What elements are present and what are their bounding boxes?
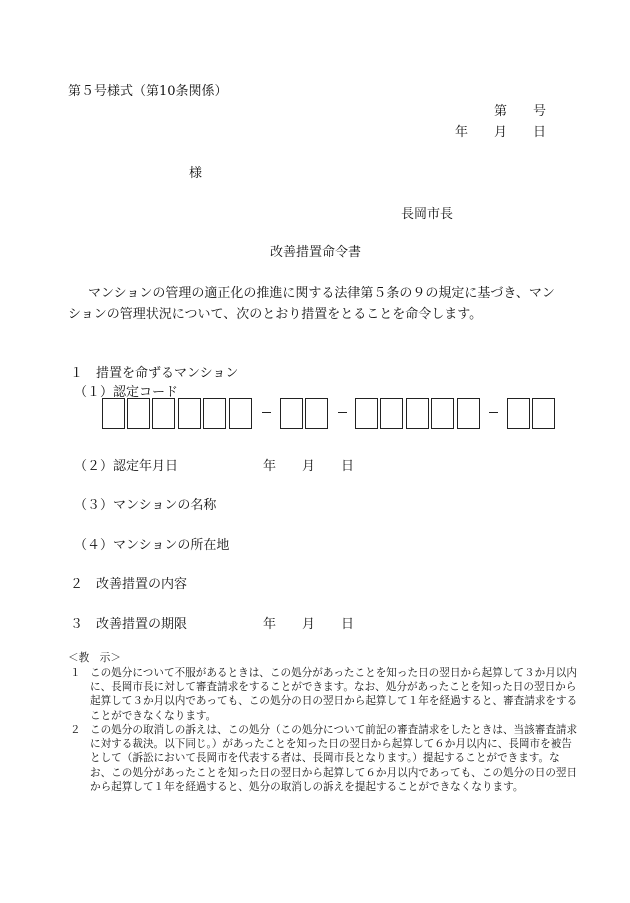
issuer: 長岡市長 bbox=[401, 207, 454, 222]
issue-date: 年 月 日 bbox=[455, 125, 547, 140]
code-box bbox=[102, 398, 125, 429]
notice-item-2-text: この処分の取消しの訴えは、この処分（この処分について前記の審査請求をしたときは、当該審査請求に対する裁決。以下同じ。）があったことを知った日の翌日から起算して６か月以内に、長岡市を被告として（訴訟において長岡市を代表する者は、長岡市長となります。）提起することができます。なお、この処分があったことを知った日の翌日から起算して６か月以内であっても、この処分の日の翌日から起算して１年を経過すると、処分の取消しの訴えを提起することができなくなります。 bbox=[90, 724, 578, 793]
section-1-heading: １ 措置を命ずるマンション bbox=[70, 366, 239, 381]
document-number: 第 号 bbox=[494, 104, 547, 119]
code-box bbox=[532, 398, 555, 429]
code-box bbox=[431, 398, 454, 429]
notice-item-1-text: この処分について不服があるときは、この処分があったことを知った日の翌日から起算して３か月以内に、長岡市長に対して審査請求をすることができます。なお、処分があったことを知った日の翌日から起算して３か月以内であっても、この処分の日の翌日から起算して１年を経過すると、審査請求をすることができなくなります。 bbox=[90, 667, 578, 722]
notice-heading: ＜教 示＞ bbox=[68, 652, 121, 664]
code-box bbox=[178, 398, 201, 429]
code-separator bbox=[489, 412, 498, 413]
code-box bbox=[229, 398, 252, 429]
body-line-2: ションの管理状況について、次のとおり措置をとることを命令します。 bbox=[68, 307, 483, 322]
form-label: 第５号様式（第10条関係） bbox=[68, 84, 228, 99]
recipient-suffix: 様 bbox=[189, 166, 203, 181]
code-box bbox=[507, 398, 530, 429]
mansion-address-label: （４）マンションの所在地 bbox=[74, 538, 230, 553]
body-line-1: マンションの管理の適正化の推進に関する法律第５条の９の規定に基づき、マン bbox=[88, 286, 555, 301]
code-box bbox=[305, 398, 328, 429]
certification-date: 年 月 日 bbox=[263, 459, 355, 474]
notice-item-2-number: ２ bbox=[70, 724, 81, 736]
code-separator bbox=[338, 412, 347, 413]
code-separator bbox=[262, 412, 271, 413]
code-box bbox=[152, 398, 175, 429]
code-box bbox=[355, 398, 378, 429]
code-box bbox=[380, 398, 403, 429]
document-title: 改善措置命令書 bbox=[270, 245, 362, 260]
mansion-name-label: （３）マンションの名称 bbox=[74, 498, 217, 513]
section-2-heading: ２ 改善措置の内容 bbox=[70, 577, 188, 592]
certification-code-label: （１）認定コード bbox=[74, 385, 179, 400]
code-box bbox=[457, 398, 480, 429]
code-box bbox=[406, 398, 429, 429]
deadline-date: 年 月 日 bbox=[263, 617, 355, 632]
section-3-heading: ３ 改善措置の期限 bbox=[70, 617, 188, 632]
code-box bbox=[203, 398, 226, 429]
code-box bbox=[127, 398, 150, 429]
notice-item-1-number: １ bbox=[70, 667, 81, 679]
code-box bbox=[280, 398, 303, 429]
certification-date-label: （２）認定年月日 bbox=[74, 459, 179, 474]
